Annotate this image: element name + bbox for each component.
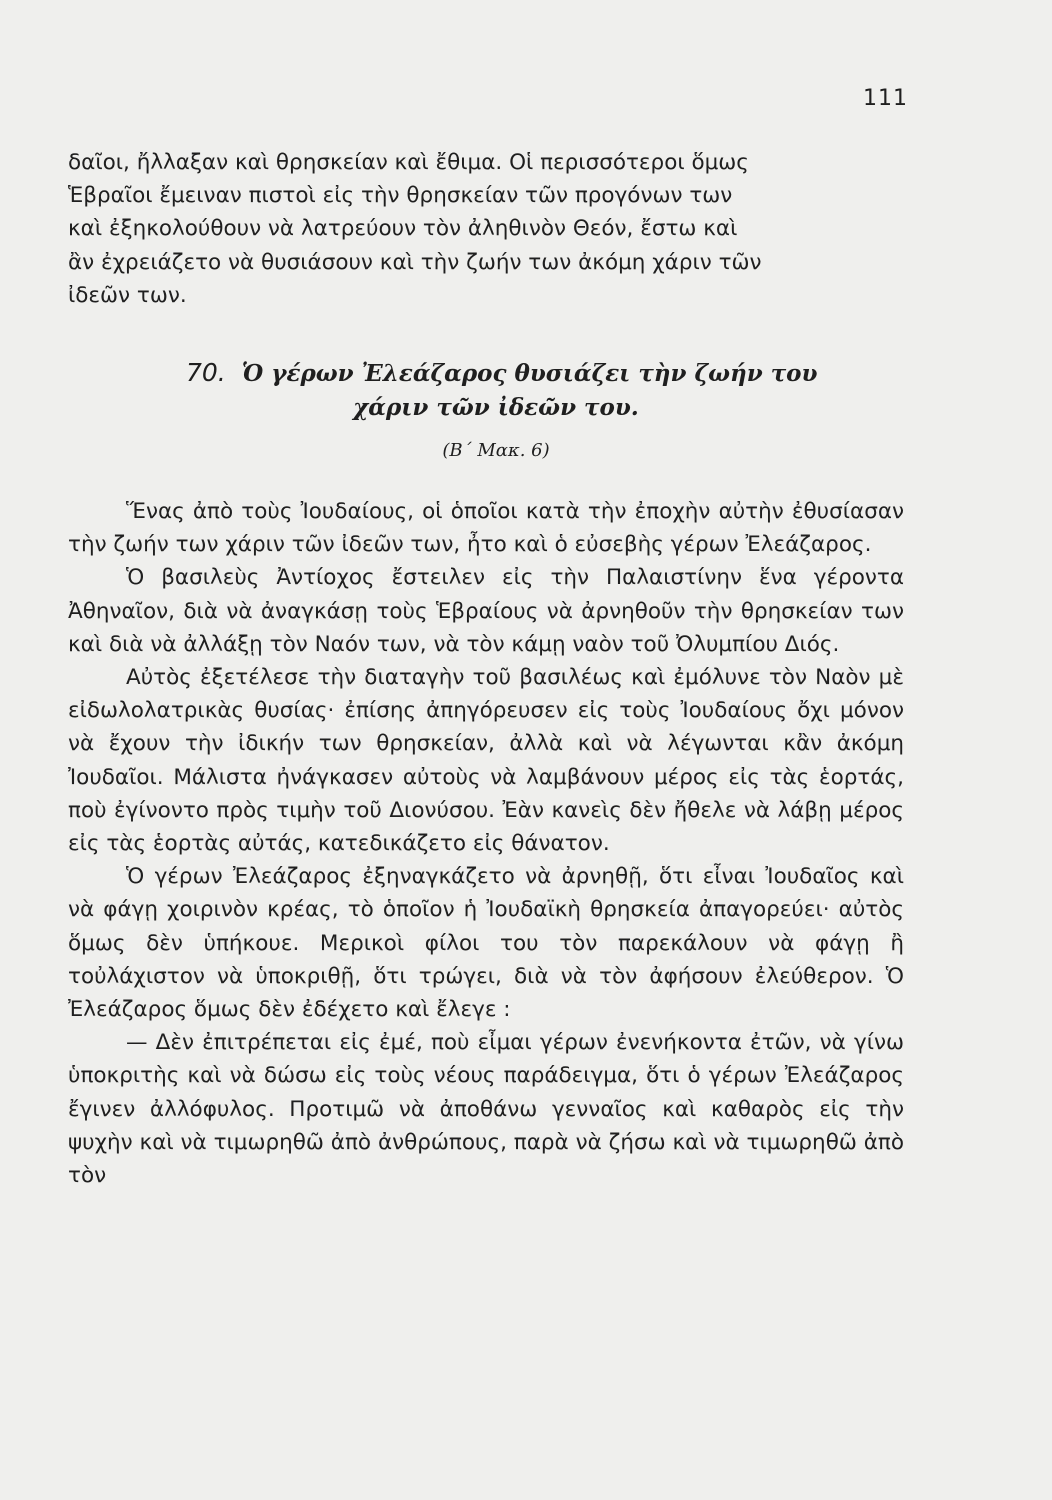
paragraph: Αὐτὸς ἐξετέλεσε τὴν διαταγὴν τοῦ βασιλέως καὶ ἐμόλυνε τὸν Ναὸν μὲ εἰδωλολατρικὰς θυσίας· ἐπίσης ἀπηγόρευσεν εἰς τοὺς Ἰουδαίους ὄχι μόνον νὰ ἔχουν τὴν ἰδικήν των θρησκείαν, ἀλλὰ καὶ νὰ λέγωνται κἂν ἀκόμη Ἰουδαῖοι. Μάλιστα ἠνάγκασεν αὐτοὺς νὰ λαμβάνουν μέρος εἰς τὰς ἑορτάς, ποὺ ἐγίνοντο πρὸς τιμὴν τοῦ Διονύσου. Ἐὰν κανεὶς δὲν ἤθελε νὰ λάβῃ μέρος εἰς τὰς ἑορτὰς αὐτάς, κατεδικάζετο εἰς θάνατον. bbox=[68, 665, 904, 857]
paragraph: Ὁ βασιλεὺς Ἀντίοχος ἔστειλεν εἰς τὴν Παλαιστίνην ἕνα γέροντα Ἀθηναῖον, διὰ νὰ ἀναγκάσῃ τοὺς Ἑβραίους νὰ ἀρνηθοῦν τὴν θρησκείαν των καὶ διὰ νὰ ἀλλάξῃ τὸν Ναόν των, νὰ τὸν κάμῃ ναὸν τοῦ Ὀλυμπίου Διός. bbox=[68, 565, 904, 657]
intro-line: ἂν ἐχρειάζετο νὰ θυσιάσουν καὶ τὴν ζωήν των ἀκόμη χάριν τῶν bbox=[68, 249, 762, 275]
page-number: 111 bbox=[863, 86, 908, 111]
scripture-reference: (Β΄ Μακ. 6) bbox=[442, 440, 550, 461]
section-title-line-2: χάριν τῶν ἰδεῶν του. bbox=[353, 394, 639, 421]
intro-line: Ἑβραῖοι ἔμειναν πιστοὶ εἰς τὴν θρησκείαν τῶν προγόνων των bbox=[68, 183, 733, 209]
main-text bbox=[68, 495, 904, 1192]
section-title-line-1 bbox=[68, 356, 904, 391]
intro-line: καὶ ἐξηκολούθουν νὰ λατρεύουν τὸν ἀληθινὸν Θεόν, ἔστω καὶ bbox=[68, 216, 738, 242]
intro-line: ἰδεῶν των. bbox=[68, 282, 187, 308]
paragraph: Ἕνας ἀπὸ τοὺς Ἰουδαίους, οἱ ὁποῖοι κατὰ τὴν ἐποχὴν αὐτὴν ἐθυσίασαν τὴν ζωήν των χάριν τῶν ἰδεῶν των, ἦτο καὶ ὁ εὐσεβὴς γέρων Ἐλεάζαρος. bbox=[68, 499, 904, 558]
section-number: 70. bbox=[186, 358, 226, 387]
section-title-text: Ὁ γέρων Ἐλεάζαρος θυσιάζει τὴν ζωήν του bbox=[241, 360, 818, 387]
paragraph: Ὁ γέρων Ἐλεάζαρος ἐξηναγκάζετο νὰ ἀρνηθῇ, ὅτι εἶναι Ἰουδαῖος καὶ νὰ φάγῃ χοιρινὸν κρέας, τὸ ὁποῖον ἡ Ἰουδαϊκὴ θρησκεία ἀπαγορεύει· αὐτὸς ὅμως δὲν ὑπήκουε. Μερικοὶ φίλοι του τὸν παρεκάλουν νὰ φάγῃ ἢ τοὐλάχιστον νὰ ὑποκριθῇ, ὅτι τρώγει, διὰ νὰ τὸν ἀφήσουν ἐλεύθερον. Ὁ Ἐλεάζαρος ὅμως δὲν ἐδέχετο καὶ ἔλεγε : bbox=[68, 864, 904, 1023]
intro-paragraph bbox=[68, 146, 904, 312]
paragraph: — Δὲν ἐπιτρέπεται εἰς ἐμέ, ποὺ εἶμαι γέρων ἐνενήκοντα ἐτῶν, νὰ γίνω ὑποκριτὴς καὶ νὰ δώσω εἰς τοὺς νέους παράδειγμα, ὅτι ὁ γέρων Ἐλεάζαρος ἔγινεν ἀλλόφυλος. Προτιμῶ νὰ ἀποθάνω γενναῖος καὶ καθαρὸς εἰς τὴν ψυχὴν καὶ νὰ τιμωρηθῶ ἀπὸ ἀνθρώπους, παρὰ νὰ ζήσω καὶ νὰ τιμωρηθῶ ἀπὸ τὸν bbox=[68, 1030, 904, 1189]
section-heading bbox=[68, 356, 904, 465]
intro-line: δαῖοι, ἤλλαξαν καὶ θρησκείαν καὶ ἔθιμα. Οἱ περισσότεροι ὅμως bbox=[68, 150, 749, 175]
